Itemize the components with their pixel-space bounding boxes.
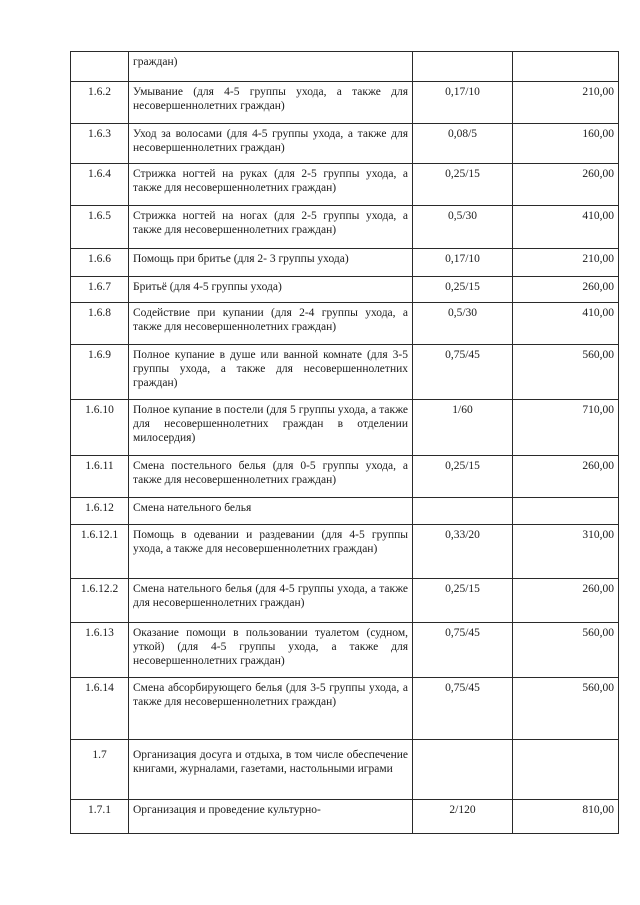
table-row <box>71 456 619 498</box>
table-row <box>71 124 619 164</box>
row-number: 1.6.2 <box>71 82 129 124</box>
time-norm: 0,17/10 <box>413 249 513 277</box>
services-table <box>70 51 619 834</box>
time-norm: 0,25/15 <box>413 579 513 623</box>
time-norm: 0,75/45 <box>413 623 513 678</box>
time-norm: 0,33/20 <box>413 525 513 579</box>
time-norm: 0,25/15 <box>413 277 513 303</box>
service-description: Стрижка ногтей на ногах (для 2-5 группы ухода, а также для несовершеннолетних граждан) <box>129 206 413 249</box>
row-number: 1.6.12.2 <box>71 579 129 623</box>
service-price: 260,00 <box>513 456 619 498</box>
service-price: 160,00 <box>513 124 619 164</box>
service-price: 410,00 <box>513 206 619 249</box>
row-number: 1.6.3 <box>71 124 129 164</box>
service-description: Содействие при купании (для 2-4 группы ухода, а также для несовершеннолетних граждан) <box>129 303 413 345</box>
service-price: 260,00 <box>513 579 619 623</box>
service-price: 410,00 <box>513 303 619 345</box>
service-description: Стрижка ногтей на руках (для 2-5 группы ухода, а также для несовершеннолетних граждан) <box>129 164 413 206</box>
table-row <box>71 345 619 400</box>
time-norm <box>413 740 513 800</box>
service-description: Организация досуга и отдыха, в том числе обеспечение книгами, журналами, газетами, настольными играми <box>129 740 413 800</box>
time-norm: 0,08/5 <box>413 124 513 164</box>
service-description: Организация и проведение культурно- <box>129 800 413 834</box>
service-price: 810,00 <box>513 800 619 834</box>
table-row <box>71 206 619 249</box>
service-description: Полное купание в душе или ванной комнате (для 3-5 группы ухода, а также для несовершеннолетних граждан) <box>129 345 413 400</box>
time-norm: 0,25/15 <box>413 456 513 498</box>
row-number: 1.6.13 <box>71 623 129 678</box>
service-price: 310,00 <box>513 525 619 579</box>
service-description: Смена абсорбирующего белья (для 3-5 группы ухода, а также для несовершеннолетних граждан) <box>129 678 413 740</box>
service-description: Умывание (для 4-5 группы ухода, а также для несовершеннолетних граждан) <box>129 82 413 124</box>
service-price: 260,00 <box>513 164 619 206</box>
service-price: 210,00 <box>513 249 619 277</box>
time-norm: 0,75/45 <box>413 678 513 740</box>
table-row <box>71 800 619 834</box>
time-norm <box>413 498 513 525</box>
service-price <box>513 498 619 525</box>
time-norm: 0,75/45 <box>413 345 513 400</box>
row-number: 1.6.14 <box>71 678 129 740</box>
service-price: 560,00 <box>513 678 619 740</box>
service-description: Оказание помощи в пользовании туалетом (судном, уткой) (для 4-5 группы ухода, а также для несовершеннолетних граждан) <box>129 623 413 678</box>
row-number: 1.6.4 <box>71 164 129 206</box>
table-row <box>71 82 619 124</box>
service-description: Помощь в одевании и раздевании (для 4-5 группы ухода, а также для несовершеннолетних граждан) <box>129 525 413 579</box>
table-row <box>71 249 619 277</box>
table-row <box>71 277 619 303</box>
time-norm: 2/120 <box>413 800 513 834</box>
service-price <box>513 740 619 800</box>
table-row <box>71 52 619 82</box>
time-norm: 0,17/10 <box>413 82 513 124</box>
service-price: 210,00 <box>513 82 619 124</box>
service-description: граждан) <box>129 52 413 82</box>
service-description: Полное купание в постели (для 5 группы ухода, а также для несовершеннолетних граждан в отделении милосердия) <box>129 400 413 456</box>
service-price <box>513 52 619 82</box>
row-number: 1.6.8 <box>71 303 129 345</box>
table-row <box>71 164 619 206</box>
time-norm: 0,5/30 <box>413 303 513 345</box>
row-number: 1.6.6 <box>71 249 129 277</box>
service-price: 710,00 <box>513 400 619 456</box>
service-description: Смена нательного белья <box>129 498 413 525</box>
row-number: 1.7 <box>71 740 129 800</box>
service-description: Уход за волосами (для 4-5 группы ухода, а также для несовершеннолетних граждан) <box>129 124 413 164</box>
row-number: 1.7.1 <box>71 800 129 834</box>
service-description: Смена нательного белья (для 4-5 группы ухода, а также для несовершеннолетних граждан) <box>129 579 413 623</box>
time-norm: 0,5/30 <box>413 206 513 249</box>
row-number: 1.6.9 <box>71 345 129 400</box>
service-description: Помощь при бритье (для 2- 3 группы ухода) <box>129 249 413 277</box>
table-row <box>71 303 619 345</box>
table-row <box>71 525 619 579</box>
row-number: 1.6.12.1 <box>71 525 129 579</box>
table-row <box>71 498 619 525</box>
service-description: Смена постельного белья (для 0-5 группы ухода, а также для несовершеннолетних граждан) <box>129 456 413 498</box>
row-number: 1.6.12 <box>71 498 129 525</box>
time-norm <box>413 52 513 82</box>
time-norm: 1/60 <box>413 400 513 456</box>
time-norm: 0,25/15 <box>413 164 513 206</box>
service-price: 560,00 <box>513 623 619 678</box>
row-number: 1.6.7 <box>71 277 129 303</box>
table-row <box>71 579 619 623</box>
row-number <box>71 52 129 82</box>
table-row <box>71 740 619 800</box>
row-number: 1.6.11 <box>71 456 129 498</box>
row-number: 1.6.10 <box>71 400 129 456</box>
row-number: 1.6.5 <box>71 206 129 249</box>
service-description: Бритьё (для 4-5 группы ухода) <box>129 277 413 303</box>
service-price: 560,00 <box>513 345 619 400</box>
table-row <box>71 623 619 678</box>
table-row <box>71 678 619 740</box>
service-price: 260,00 <box>513 277 619 303</box>
table-row <box>71 400 619 456</box>
